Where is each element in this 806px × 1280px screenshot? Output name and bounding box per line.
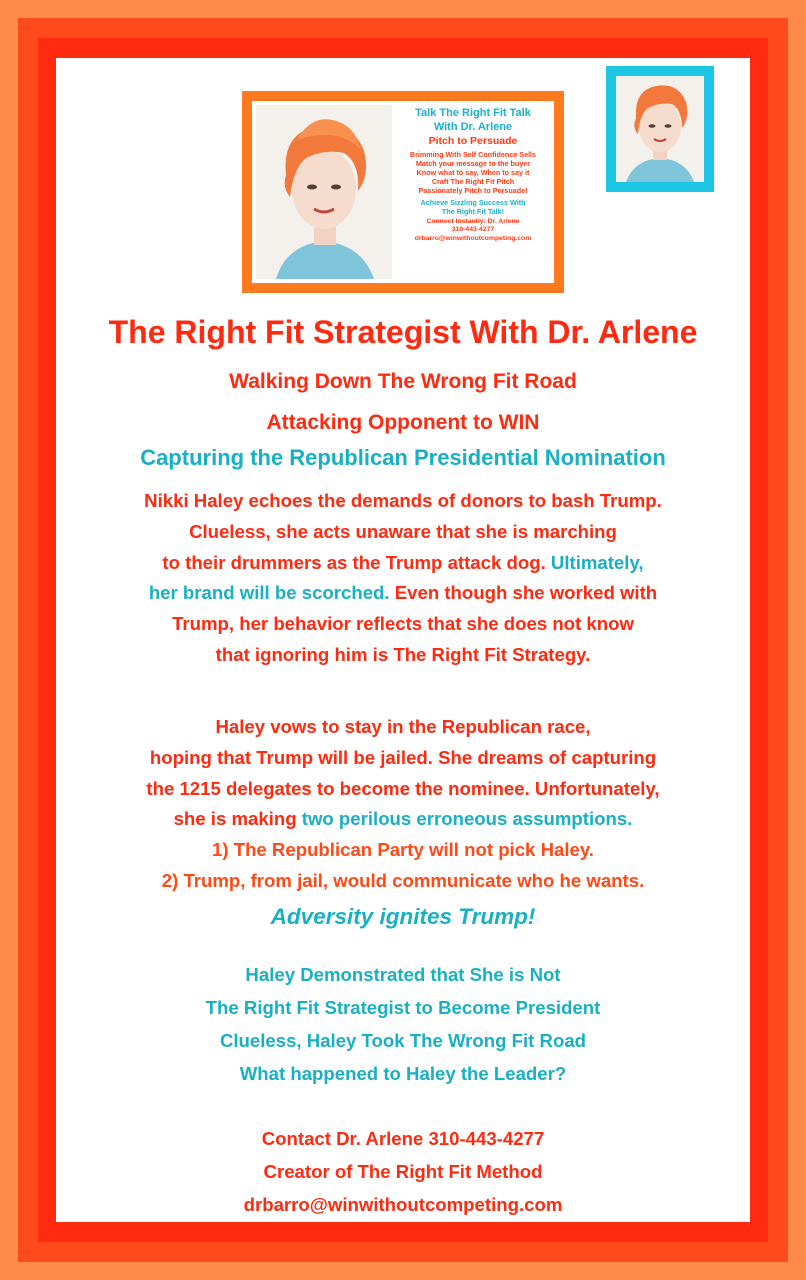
conclusion-line: What happened to Haley the Leader? [239, 1063, 567, 1084]
paragraph-line: the 1215 delegates to become the nominee. Unfortunately, [146, 777, 660, 799]
promo-connect: Connect Instantly: Dr. Arlene [426, 217, 520, 225]
paragraph-line: that ignoring him is The Right Fit Strategy. [215, 643, 591, 665]
main-title: The Right Fit Strategist With Dr. Arlene [108, 314, 698, 350]
text-span-highlight: two perilous [301, 808, 412, 830]
paragraph-line: Haley vows to stay in the Republican race, [215, 716, 591, 737]
promo-bullet: Know what to say, When to say it [416, 167, 530, 177]
subheading-1: Walking Down The Wrong Fit Road [229, 370, 577, 393]
promo-bullet: Match your message to the buyer [415, 158, 531, 168]
promo-card-inner [252, 101, 554, 283]
promo-bullet: Brimming With Self Confidence Sells [409, 149, 537, 159]
contact-block [56, 1122, 750, 1221]
tagline: Adversity ignites Trump! [270, 904, 536, 929]
promo-title-line2: With Dr. Arlene [433, 120, 513, 133]
portrait-frame [606, 66, 714, 192]
text-span: Even though she worked with [389, 582, 658, 604]
paragraph-line: Trump, her behavior reflects that she does not know [172, 613, 634, 635]
paragraph-2 [56, 712, 750, 897]
promo-phone: 310-443-4277 [451, 226, 495, 234]
text-span: she is making [173, 808, 302, 830]
subheading-2: Attacking Opponent to WIN [266, 411, 540, 434]
paragraph-line: Clueless, she acts unaware that she is marching [189, 520, 617, 542]
paragraph-line: 2) Trump, from jail, would communicate who he wants. [161, 869, 645, 891]
conclusion-line: Clueless, Haley Took The Wrong Fit Road [219, 1030, 587, 1051]
text-span: to their drummers as the Trump attack dog. [162, 551, 546, 573]
text-span-highlight: Ultimately, [545, 551, 644, 573]
conclusion-line: The Right Fit Strategist to Become President [205, 997, 601, 1018]
contact-line: Contact Dr. Arlene 310-443-4277 [261, 1128, 545, 1149]
paragraph-line [56, 548, 750, 579]
contact-line: Creator of The Right Fit Method [263, 1161, 543, 1182]
promo-card [242, 91, 564, 293]
paragraph-line [56, 578, 750, 609]
promo-email: drbarro@winwithoutcompeting.com [414, 234, 532, 242]
portrait-thumbnail [616, 76, 704, 182]
conclusion-block [56, 958, 750, 1090]
portrait-photo [256, 105, 392, 279]
text-span-highlight: her brand will be scorched. [148, 582, 390, 604]
promo-bullet: Craft The Right Fit Pitch [431, 176, 515, 186]
paragraph-line [56, 804, 750, 835]
text-span-highlight: erroneous assumptions. [411, 808, 633, 830]
contact-email: drbarro@winwithoutcompeting.com [243, 1194, 563, 1215]
conclusion-line: Haley Demonstrated that She is Not [245, 964, 561, 985]
promo-achieve-line1: Achieve Sizzling Success With [420, 197, 526, 207]
promo-achieve-line2: The Right Fit Talk! [441, 206, 505, 216]
paragraph-line: Nikki Haley echoes the demands of donors to bash Trump. [144, 490, 662, 511]
subheading-3: Capturing the Republican Presidential Nomination [140, 445, 666, 470]
promo-bullet: Passionately Pitch to Persuade! [418, 185, 528, 195]
paragraph-1 [56, 486, 750, 671]
paragraph-line: hoping that Trump will be jailed. She dreams of capturing [149, 746, 657, 768]
promo-text [394, 107, 552, 243]
paragraph-line: 1) The Republican Party will not pick Haley. [212, 839, 594, 861]
promo-subtitle: Pitch to Persuade [428, 134, 518, 147]
promo-title-line1: Talk The Right Fit Talk [415, 107, 531, 119]
